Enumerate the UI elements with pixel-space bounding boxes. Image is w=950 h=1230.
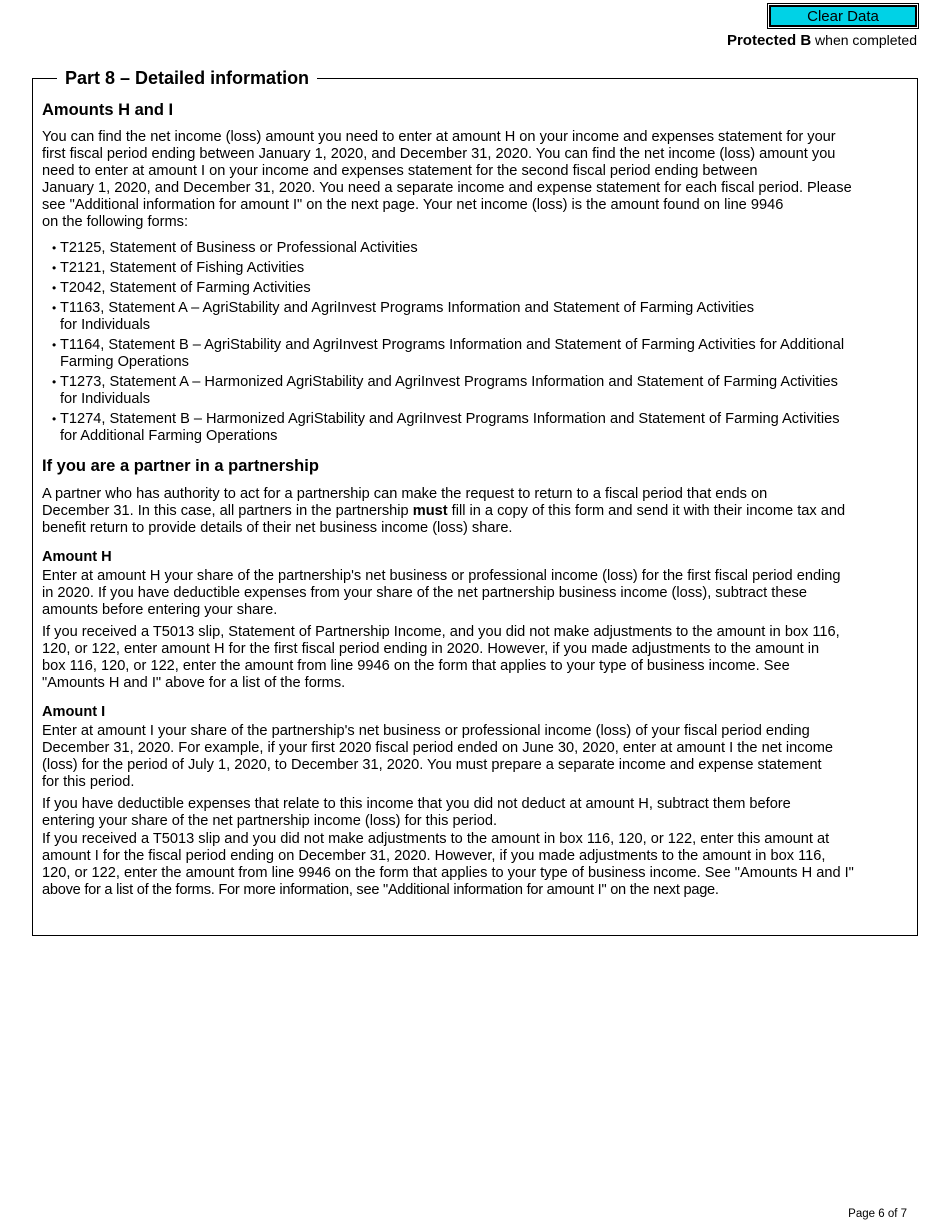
must-emphasis: must	[412, 503, 448, 519]
part-8-section	[32, 68, 918, 936]
amount-h-paragraph-1	[42, 568, 904, 619]
form-line-continued: for Individuals	[60, 391, 151, 407]
bullet-icon: •	[52, 281, 57, 295]
amount-i-line: above for a list of the forms. For more information, see "Additional information for amount I" on the next page.	[42, 882, 719, 898]
partner-line: December 31. In this case, all partners in the partnership	[42, 503, 413, 519]
intro-line: need to enter at amount I on your income and expenses statement for the second fiscal period ending between	[42, 163, 758, 179]
form-line: T2125, Statement of Business or Professional Activities	[60, 240, 418, 256]
list-item	[42, 374, 904, 408]
amount-i-line: entering your share of the net partnership income (loss) for this period.	[42, 813, 498, 829]
amount-i-paragraph-2	[42, 796, 904, 830]
protected-b-suffix: when completed	[811, 32, 917, 48]
amount-h-line: amounts before entering your share.	[42, 602, 278, 618]
amount-i-line: Enter at amount I your share of the partnership's net business or professional income (loss) of your fiscal period ending	[42, 723, 810, 739]
form-line-continued: for Additional Farming Operations	[60, 428, 278, 444]
page-number: Page 6 of 7	[848, 1208, 907, 1220]
amount-h-heading: Amount H	[42, 549, 112, 565]
amount-i-line: (loss) for the period of July 1, 2020, to December 31, 2020. You must prepare a separate income and expense statement	[42, 757, 822, 773]
partner-line: fill in a copy of this form and send it with their income tax and	[447, 503, 846, 519]
clear-data-button[interactable]: Clear Data	[769, 5, 917, 27]
amounts-h-and-i-intro	[42, 129, 904, 231]
form-line: T1164, Statement B – AgriStability and AgriInvest Programs Information and Statement of Farming Activities for Additional	[60, 337, 845, 353]
amount-h-line: in 2020. If you have deductible expenses from your share of the net partnership business income (loss), subtract these	[42, 585, 807, 601]
part-content	[42, 100, 904, 904]
partner-heading: If you are a partner in a partnership	[42, 457, 319, 475]
partner-line: A partner who has authority to act for a partnership can make the request to return to a fiscal period that ends on	[42, 486, 768, 502]
part-title: Part 8 – Detailed information	[65, 68, 310, 88]
amount-i-heading: Amount I	[42, 704, 106, 720]
bullet-icon: •	[52, 338, 57, 352]
partner-line: benefit return to provide details of their net business income (loss) share.	[42, 520, 513, 536]
intro-line: see "Additional information for amount I" on the next page. Your net income (loss) is the amount found on line 9946	[42, 197, 784, 213]
bullet-icon: •	[52, 412, 57, 426]
form-line-continued: Farming Operations	[60, 354, 189, 370]
amount-h-line: If you received a T5013 slip, Statement of Partnership Income, and you did not make adjustments to the amount in box 116,	[42, 624, 840, 640]
form-line-continued: for Individuals	[60, 317, 151, 333]
bullet-icon: •	[52, 261, 57, 275]
amount-h-line: "Amounts H and I" above for a list of the forms.	[42, 675, 346, 691]
list-item	[42, 337, 904, 371]
bullet-icon: •	[52, 301, 57, 315]
form-line: T1274, Statement B – Harmonized AgriStability and AgriInvest Programs Information and Statement of Farming Activities	[60, 411, 840, 427]
part-title-wrap	[57, 67, 317, 89]
amount-i-paragraph-1	[42, 723, 904, 791]
amount-i-line: If you have deductible expenses that relate to this income that you did not deduct at amount H, subtract them before	[42, 796, 791, 812]
amount-i-paragraph-3	[42, 831, 904, 899]
protected-b-label	[727, 32, 917, 49]
protected-b-bold: Protected B	[726, 32, 812, 49]
list-item	[42, 260, 904, 277]
amount-i-line: amount I for the fiscal period ending on December 31, 2020. However, if you made adjustments to the amount in box 116,	[42, 848, 826, 864]
intro-line: on the following forms:	[42, 214, 189, 230]
bullet-icon: •	[52, 241, 57, 255]
list-item	[42, 300, 904, 334]
forms-list	[42, 240, 904, 445]
amount-h-line: Enter at amount H your share of the partnership's net business or professional income (loss) for the first fiscal period ending	[42, 568, 841, 584]
list-item	[42, 411, 904, 445]
bullet-icon: •	[52, 375, 57, 389]
form-line: T2121, Statement of Fishing Activities	[60, 260, 305, 276]
partner-paragraph	[42, 486, 904, 537]
intro-line: You can find the net income (loss) amount you need to enter at amount H on your income and expenses statement for your	[42, 129, 836, 145]
amount-i-line: 120, or 122, enter the amount from line 9946 on the form that applies to your type of business income. See "Amounts H and I"	[42, 865, 854, 881]
amounts-h-and-i-heading: Amounts H and I	[42, 101, 174, 119]
intro-line: first fiscal period ending between January 1, 2020, and December 31, 2020. You can find the net income (loss) amount you	[42, 146, 836, 162]
amount-i-line: for this period.	[42, 774, 135, 790]
amount-i-line: December 31, 2020. For example, if your first 2020 fiscal period ended on June 30, 2020, enter at amount I the net income	[42, 740, 833, 756]
form-line: T1163, Statement A – AgriStability and AgriInvest Programs Information and Statement of Farming Activities	[60, 300, 755, 316]
form-line: T1273, Statement A – Harmonized AgriStability and AgriInvest Programs Information and Statement of Farming Activities	[60, 374, 838, 390]
list-item	[42, 240, 904, 257]
amount-h-line: 120, or 122, enter amount H for the first fiscal period ending in 2020. However, if you made adjustments to the amount in	[42, 641, 820, 657]
intro-line: January 1, 2020, and December 31, 2020. You need a separate income and expense statement for each fiscal period. Please	[42, 180, 852, 196]
form-line: T2042, Statement of Farming Activities	[60, 280, 311, 296]
amount-h-paragraph-2	[42, 624, 904, 692]
list-item	[42, 280, 904, 297]
amount-i-line: If you received a T5013 slip and you did not make adjustments to the amount in box 116, 120, or 122, enter this amount at	[42, 831, 830, 847]
amount-h-line: box 116, 120, or 122, enter the amount from line 9946 on the form that applies to your type of business income. See	[42, 658, 790, 674]
